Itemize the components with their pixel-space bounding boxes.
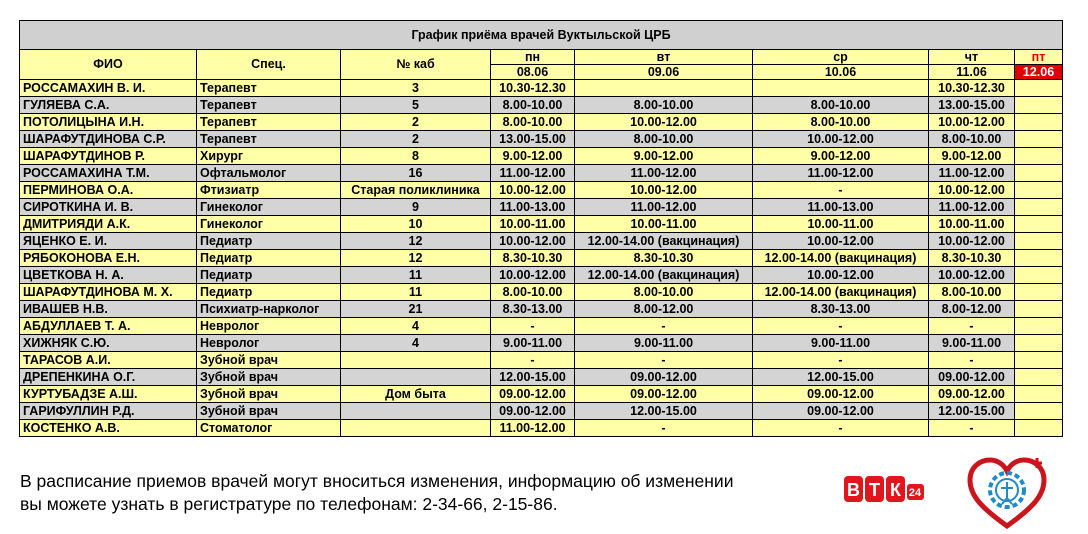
table-row [20, 216, 1063, 233]
time-fri [1015, 318, 1063, 335]
time-thu: 11.00-12.00 [929, 199, 1015, 216]
time-thu: 8.30-10.30 [929, 250, 1015, 267]
doctor-specialty: Гинеколог [197, 199, 341, 216]
doctor-specialty: Стоматолог [197, 420, 341, 437]
doctor-name: КУРТУБАДЗЕ А.Ш. [20, 386, 197, 403]
table-row [20, 165, 1063, 182]
time-mon: 10.00-12.00 [491, 182, 575, 199]
time-tue: - [575, 352, 753, 369]
doctor-specialty: Зубной врач [197, 403, 341, 420]
doctor-name: ГАРИФУЛЛИН Р.Д. [20, 403, 197, 420]
doctor-name: ШАРАФУТДИНОВ Р. [20, 148, 197, 165]
doctor-name: КОСТЕНКО А.В. [20, 420, 197, 437]
doctor-specialty: Невролог [197, 318, 341, 335]
doctor-specialty: Педиатр [197, 267, 341, 284]
doctor-name: ШАРАФУТДИНОВА М. Х. [20, 284, 197, 301]
doctor-specialty: Гинеколог [197, 216, 341, 233]
room-number: 16 [341, 165, 491, 182]
header-day-thu: чт [929, 50, 1015, 65]
table-row [20, 318, 1063, 335]
time-wed: 10.00-12.00 [753, 267, 929, 284]
table-row [20, 250, 1063, 267]
time-thu: 10.00-12.00 [929, 267, 1015, 284]
doctor-name: АБДУЛЛАЕВ Т. А. [20, 318, 197, 335]
time-fri [1015, 131, 1063, 148]
doctor-specialty: Хирург [197, 148, 341, 165]
doctor-specialty: Фтизиатр [197, 182, 341, 199]
btk-number: 24 [908, 487, 922, 499]
time-mon: 8.00-10.00 [491, 114, 575, 131]
time-mon: 12.00-15.00 [491, 369, 575, 386]
time-wed: - [753, 318, 929, 335]
header-date-thu: 11.06 [929, 65, 1015, 80]
room-number: 4 [341, 318, 491, 335]
footer-line-1: В расписание приемов врачей могут вноситься изменения, информацию об изменении [20, 471, 734, 491]
time-tue: 12.00-15.00 [575, 403, 753, 420]
time-wed: - [753, 182, 929, 199]
time-wed: 10.00-11.00 [753, 216, 929, 233]
doctor-specialty: Педиатр [197, 233, 341, 250]
time-wed: - [753, 420, 929, 437]
footer-line-2: вы можете узнать в регистратуре по телефонам: 2-34-66, 2-15-86. [20, 494, 558, 514]
time-fri [1015, 420, 1063, 437]
doctor-name: ХИЖНЯК С.Ю. [20, 335, 197, 352]
room-number: 9 [341, 199, 491, 216]
table-row [20, 182, 1063, 199]
time-thu: - [929, 318, 1015, 335]
doctor-specialty: Психиатр-нарколог [197, 301, 341, 318]
time-fri [1015, 216, 1063, 233]
time-tue: 12.00-14.00 (вакцинация) [575, 233, 753, 250]
table-row [20, 199, 1063, 216]
header-date-tue: 09.06 [575, 65, 753, 80]
time-mon: 8.00-10.00 [491, 284, 575, 301]
doctor-specialty: Зубной врач [197, 352, 341, 369]
time-wed: 11.00-12.00 [753, 165, 929, 182]
time-thu: 09.00-12.00 [929, 369, 1015, 386]
table-row [20, 148, 1063, 165]
time-fri [1015, 114, 1063, 131]
time-fri [1015, 233, 1063, 250]
table-row [20, 369, 1063, 386]
time-fri [1015, 403, 1063, 420]
room-number: 12 [341, 233, 491, 250]
doctor-specialty: Офтальмолог [197, 165, 341, 182]
header-day-wed: ср [753, 50, 929, 65]
table-row [20, 352, 1063, 369]
room-number [341, 420, 491, 437]
time-mon: 11.00-12.00 [491, 165, 575, 182]
room-number: 10 [341, 216, 491, 233]
time-wed: 8.00-10.00 [753, 114, 929, 131]
time-wed [753, 80, 929, 97]
time-mon: 10.30-12.30 [491, 80, 575, 97]
time-thu: 13.00-15.00 [929, 97, 1015, 114]
table-row [20, 386, 1063, 403]
table-row [20, 80, 1063, 97]
doctor-name: РОССАМАХИНА Т.М. [20, 165, 197, 182]
doctor-specialty: Педиатр [197, 250, 341, 267]
time-mon: 11.00-13.00 [491, 199, 575, 216]
time-tue: 8.00-10.00 [575, 97, 753, 114]
table-row [20, 403, 1063, 420]
time-fri [1015, 284, 1063, 301]
table-row [20, 335, 1063, 352]
btk24-logo [842, 472, 932, 506]
time-mon: 9.00-11.00 [491, 335, 575, 352]
time-thu: 10.00-12.00 [929, 233, 1015, 250]
time-mon: 8.00-10.00 [491, 97, 575, 114]
time-mon: 13.00-15.00 [491, 131, 575, 148]
doctor-name: ПОТОЛИЦЫНА И.Н. [20, 114, 197, 131]
doctor-name: ДМИТРИЯДИ А.К. [20, 216, 197, 233]
time-tue: - [575, 318, 753, 335]
table-row [20, 114, 1063, 131]
page-title: График приёма врачей Вуктыльской ЦРБ [20, 21, 1063, 50]
room-number: 4 [341, 335, 491, 352]
doctor-name: ЯЦЕНКО Е. И. [20, 233, 197, 250]
doctor-name: РОССАМАХИН В. И. [20, 80, 197, 97]
time-tue: 12.00-14.00 (вакцинация) [575, 267, 753, 284]
table-row [20, 233, 1063, 250]
time-fri [1015, 250, 1063, 267]
time-mon: 8.30-13.00 [491, 301, 575, 318]
hospital-logo [962, 452, 1052, 532]
time-wed: 8.00-10.00 [753, 97, 929, 114]
time-thu: 10.00-11.00 [929, 216, 1015, 233]
time-mon: 11.00-12.00 [491, 420, 575, 437]
time-wed: 12.00-14.00 (вакцинация) [753, 284, 929, 301]
btk-letter: К [890, 480, 901, 500]
time-thu: 11.00-12.00 [929, 165, 1015, 182]
doctor-specialty: Терапевт [197, 80, 341, 97]
room-number: 12 [341, 250, 491, 267]
time-tue: 09.00-12.00 [575, 369, 753, 386]
header-spec: Спец. [197, 50, 341, 80]
doctor-name: ШАРАФУТДИНОВА С.Р. [20, 131, 197, 148]
time-tue: - [575, 420, 753, 437]
time-fri [1015, 148, 1063, 165]
time-tue: 8.30-10.30 [575, 250, 753, 267]
time-tue [575, 80, 753, 97]
time-fri [1015, 182, 1063, 199]
time-fri [1015, 335, 1063, 352]
doctor-name: ГУЛЯЕВА С.А. [20, 97, 197, 114]
time-wed: 12.00-14.00 (вакцинация) [753, 250, 929, 267]
time-mon: 10.00-12.00 [491, 233, 575, 250]
doctor-name: ИВАШЕВ Н.В. [20, 301, 197, 318]
time-mon: 10.00-12.00 [491, 267, 575, 284]
room-number: 5 [341, 97, 491, 114]
time-tue: 11.00-12.00 [575, 199, 753, 216]
header-day-mon: пн [491, 50, 575, 65]
doctor-specialty: Зубной врач [197, 386, 341, 403]
time-tue: 09.00-12.00 [575, 386, 753, 403]
time-tue: 11.00-12.00 [575, 165, 753, 182]
header-date-wed: 10.06 [753, 65, 929, 80]
doctor-name: ПЕРМИНОВА О.А. [20, 182, 197, 199]
time-fri [1015, 386, 1063, 403]
room-number [341, 369, 491, 386]
header-room: № каб [341, 50, 491, 80]
doctor-specialty: Педиатр [197, 284, 341, 301]
doctor-specialty: Терапевт [197, 97, 341, 114]
time-wed: 9.00-12.00 [753, 148, 929, 165]
doctor-name: ТАРАСОВ А.И. [20, 352, 197, 369]
time-mon: 09.00-12.00 [491, 386, 575, 403]
btk-letter: В [847, 480, 860, 500]
room-number: Старая поликлиника [341, 182, 491, 199]
doctor-specialty: Терапевт [197, 131, 341, 148]
time-thu: 9.00-11.00 [929, 335, 1015, 352]
header-date-mon: 08.06 [491, 65, 575, 80]
room-number: 8 [341, 148, 491, 165]
room-number [341, 352, 491, 369]
table-row [20, 420, 1063, 437]
room-number: 21 [341, 301, 491, 318]
time-thu: 9.00-12.00 [929, 148, 1015, 165]
room-number: 11 [341, 267, 491, 284]
btk-letter: Т [869, 480, 880, 500]
time-wed: 11.00-13.00 [753, 199, 929, 216]
time-fri [1015, 267, 1063, 284]
time-wed: 09.00-12.00 [753, 386, 929, 403]
table-row [20, 267, 1063, 284]
room-number [341, 403, 491, 420]
schedule-table [19, 20, 1063, 437]
time-thu: 8.00-12.00 [929, 301, 1015, 318]
table-row [20, 301, 1063, 318]
time-thu: 10.30-12.30 [929, 80, 1015, 97]
footer-note [20, 470, 733, 516]
doctor-specialty: Терапевт [197, 114, 341, 131]
time-wed: 10.00-12.00 [753, 131, 929, 148]
doctor-name: ЦВЕТКОВА Н. А. [20, 267, 197, 284]
time-wed: 9.00-11.00 [753, 335, 929, 352]
time-mon: 9.00-12.00 [491, 148, 575, 165]
room-number: 2 [341, 114, 491, 131]
time-wed: 10.00-12.00 [753, 233, 929, 250]
time-wed: 12.00-15.00 [753, 369, 929, 386]
time-wed: 09.00-12.00 [753, 403, 929, 420]
doctor-name: РЯБОКОНОВА Е.Н. [20, 250, 197, 267]
header-day-tue: вт [575, 50, 753, 65]
time-tue: 8.00-10.00 [575, 284, 753, 301]
time-mon: - [491, 352, 575, 369]
time-thu: - [929, 420, 1015, 437]
time-tue: 9.00-11.00 [575, 335, 753, 352]
time-fri [1015, 80, 1063, 97]
time-mon: 8.30-10.30 [491, 250, 575, 267]
room-number: 11 [341, 284, 491, 301]
time-mon: - [491, 318, 575, 335]
time-fri [1015, 199, 1063, 216]
time-wed: 8.30-13.00 [753, 301, 929, 318]
table-row [20, 131, 1063, 148]
header-day-fri: пт [1015, 50, 1063, 65]
time-fri [1015, 97, 1063, 114]
room-number: 2 [341, 131, 491, 148]
doctor-name: ДРЕПЕНКИНА О.Г. [20, 369, 197, 386]
time-fri [1015, 369, 1063, 386]
time-fri [1015, 301, 1063, 318]
doctor-specialty: Невролог [197, 335, 341, 352]
time-tue: 10.00-12.00 [575, 114, 753, 131]
time-fri [1015, 352, 1063, 369]
room-number: Дом быта [341, 386, 491, 403]
header-fio: ФИО [20, 50, 197, 80]
time-mon: 09.00-12.00 [491, 403, 575, 420]
table-row [20, 97, 1063, 114]
time-thu: 10.00-12.00 [929, 114, 1015, 131]
table-row [20, 284, 1063, 301]
time-thu: 12.00-15.00 [929, 403, 1015, 420]
room-number: 3 [341, 80, 491, 97]
time-tue: 8.00-12.00 [575, 301, 753, 318]
time-wed: - [753, 352, 929, 369]
time-fri [1015, 165, 1063, 182]
time-mon: 10.00-11.00 [491, 216, 575, 233]
doctor-specialty: Зубной врач [197, 369, 341, 386]
time-thu: 8.00-10.00 [929, 131, 1015, 148]
time-thu: 8.00-10.00 [929, 284, 1015, 301]
doctor-name: СИРОТКИНА И. В. [20, 199, 197, 216]
time-thu: - [929, 352, 1015, 369]
time-tue: 9.00-12.00 [575, 148, 753, 165]
time-thu: 09.00-12.00 [929, 386, 1015, 403]
time-tue: 10.00-12.00 [575, 182, 753, 199]
header-date-fri: 12.06 [1015, 65, 1063, 80]
time-tue: 8.00-10.00 [575, 131, 753, 148]
time-tue: 10.00-11.00 [575, 216, 753, 233]
time-thu: 10.00-12.00 [929, 182, 1015, 199]
